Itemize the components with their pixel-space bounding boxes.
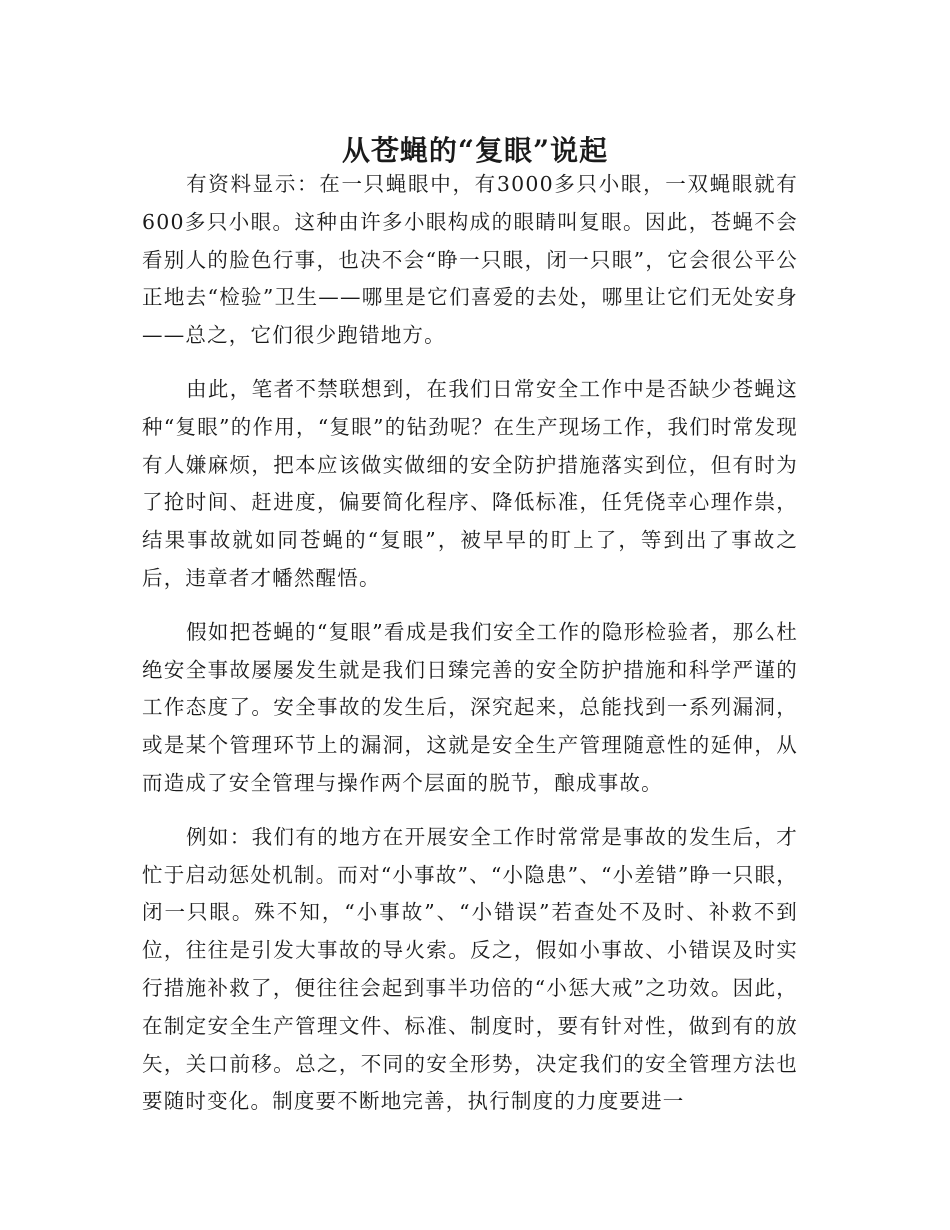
paragraph-4: 例如：我们有的地方在开展安全工作时常常是事故的发生后，才忙于启动惩处机制。而对“小事故”、“小隐患”、“小差错”睁一只眼，闭一只眼。殊不知，“小事故”、“小错误”若查处不及时、补救不到位，往往是引发大事故的导火索。反之，假如小事故、小错误及时实行措施补救了，便往往会起到事半功倍的“小惩大戒”之功效。因此，在制定安全生产管理文件、标准、制度时，要有针对性，做到有的放矢，关口前移。总之，不同的安全形势，决定我们的安全管理方法也要随时变化。制度要不断地完善，执行制度的力度要进一: [142, 824, 798, 1114]
document-body: [142, 166, 798, 1121]
paragraph-1: 有资料显示：在一只蝇眼中，有3000多只小眼，一双蝇眼就有600多只小眼。这种由许多小眼构成的眼睛叫复眼。因此，苍蝇不会看别人的脸色行事，也决不会“睁一只眼，闭一只眼”，它会很公平公正地去“检验”卫生——哪里是它们喜爱的去处，哪里让它们无处安身——总之，它们很少跑错地方。: [142, 172, 798, 348]
document-title: 从苍蝇的“复眼”说起: [341, 133, 609, 167]
paragraph-2: 由此，笔者不禁联想到，在我们日常安全工作中是否缺少苍蝇这种“复眼”的作用，“复眼”的钻劲呢？在生产现场工作，我们时常发现有人嫌麻烦，把本应该做实做细的安全防护措施落实到位，但有时为了抢时间、赶进度，偏要简化程序、降低标准，任凭侥幸心理作祟，结果事故就如同苍蝇的“复眼”，被早早的盯上了，等到出了事故之后，违章者才幡然醒悟。: [142, 376, 798, 590]
paragraph-3: 假如把苍蝇的“复眼”看成是我们安全工作的隐形检验者，那么杜绝安全事故屡屡发生就是我们日臻完善的安全防护措施和科学严谨的工作态度了。安全事故的发生后，深究起来，总能找到一系列漏洞，或是某个管理环节上的漏洞，这就是安全生产管理随意性的延伸，从而造成了安全管理与操作两个层面的脱节，酿成事故。: [142, 619, 798, 795]
